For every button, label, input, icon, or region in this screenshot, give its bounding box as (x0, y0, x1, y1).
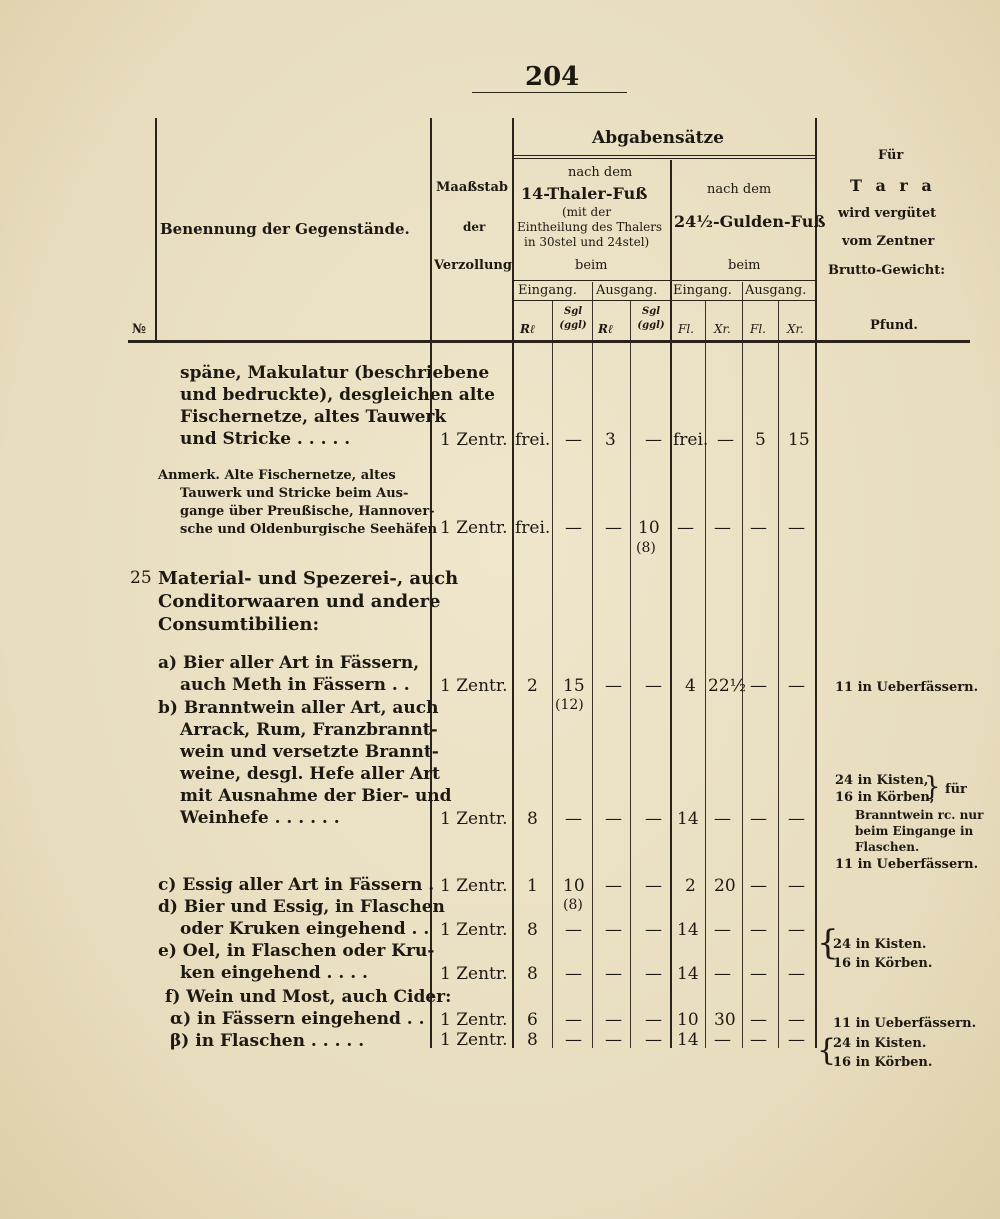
unit-fl-2: Fl. (750, 322, 766, 336)
gulden-eingang: Eingang. (673, 283, 732, 298)
row-b-ein-sg: — (565, 809, 582, 829)
row-alpha-measure: 1 Zentr. (440, 1010, 508, 1030)
row-b-brace: } (924, 772, 941, 802)
row2-ein-rt: frei. (515, 518, 551, 538)
row-alpha-g-aus-xr: — (788, 1010, 805, 1030)
row-alpha-g-ein-fl: 10 (677, 1010, 699, 1030)
row-beta-g-aus-xr: — (788, 1030, 805, 1050)
row-b-tara-ueberfaessern: 11 in Ueberfässern. (835, 857, 979, 872)
header-rule-abgaben-2 (512, 158, 815, 159)
row-d-tara-kisten: 24 in Kisten. (833, 937, 927, 952)
row-a-g-aus-xr: — (788, 676, 805, 696)
row1-ein-rt: frei. (515, 430, 551, 450)
thaler-fuss: 14-Thaler-Fuß (521, 184, 648, 203)
row-c-aus-rt: — (605, 876, 622, 896)
row-c-desc-line1: c) Essig aller Art in Fässern . (158, 875, 435, 895)
row1-desc-line1: späne, Makulatur (beschriebene (180, 363, 490, 383)
gulden-ausgang: Ausgang. (745, 283, 807, 298)
row-b-tara-fuer: für (945, 782, 967, 797)
row-b-desc-line5: mit Ausnahme der Bier- und (180, 786, 452, 806)
row-a-tara: 11 in Ueberfässern. (835, 680, 979, 695)
col-divider-sg2 (630, 300, 631, 1048)
row1-g-aus-xr: 15 (788, 430, 810, 450)
row-d-measure: 1 Zentr. (440, 920, 508, 940)
unit-sg-1: Sgl (ggl) (559, 306, 587, 331)
thaler-mit-der: (mit der (562, 205, 612, 219)
row-beta-aus-sg: — (645, 1030, 662, 1050)
row-b-measure: 1 Zentr. (440, 809, 508, 829)
row25-desc-line2: Conditorwaaren und andere (158, 591, 441, 612)
row-c-ein-rt: 1 (527, 876, 538, 896)
thaler-eintheilung: Eintheilung des Thalers (517, 220, 663, 234)
row-d-tara-brace: { (817, 923, 839, 963)
header-rule-units (512, 300, 815, 301)
row2-note-line3: gange über Preußische, Hannover- (180, 504, 435, 519)
tara-pfund: Pfund. (870, 318, 918, 333)
thaler-30stel: in 30stel und 24stel) (524, 235, 650, 249)
row-e-aus-sg: — (645, 964, 662, 984)
row2-g-ein-fl: — (677, 518, 694, 538)
page-number: 204 (525, 62, 580, 92)
row2-note-line4: sche und Oldenburgische Seehäfen (180, 522, 438, 537)
row-b-g-aus-xr: — (788, 809, 805, 829)
header-rule-abgaben (512, 155, 815, 156)
header-maassstab-der: der (463, 220, 486, 234)
row-beta-measure: 1 Zentr. (440, 1030, 508, 1050)
row-c-aus-sg: — (645, 876, 662, 896)
row-d-g-aus-xr: — (788, 920, 805, 940)
row-a-g-ein-fl: 4 (685, 676, 696, 696)
row-e-desc-line2: ken eingehend . . . . (180, 963, 368, 983)
row-b-ein-rt: 8 (527, 809, 538, 829)
header-abgabensaetze: Abgabensätze (592, 128, 724, 148)
row-d-ein-sg: — (565, 920, 582, 940)
row-alpha-desc: α) in Fässern eingehend . . (170, 1009, 425, 1029)
row-beta-aus-rt: — (605, 1030, 622, 1050)
gulden-fuss: 24½-Gulden-Fuß (674, 212, 826, 231)
row1-desc-line4: und Stricke . . . . . (180, 429, 351, 449)
row-alpha-ein-rt: 6 (527, 1010, 538, 1030)
thaler-ausgang: Ausgang. (596, 283, 658, 298)
row-e-measure: 1 Zentr. (440, 964, 508, 984)
row-b-aus-sg: — (645, 809, 662, 829)
col-divider-gulden-inner (742, 282, 743, 1048)
row-beta-ein-rt: 8 (527, 1030, 538, 1050)
thaler-beim: beim (575, 258, 608, 273)
col-divider-xr1 (705, 300, 706, 1048)
row-c-ein-sg: 10 (563, 876, 585, 896)
row-a-ein-sg-alt: (12) (555, 697, 584, 713)
header-rule-beim (512, 280, 815, 281)
row2-aus-sg-alt: (8) (636, 540, 656, 556)
unit-sg-2: Sgl (ggl) (637, 306, 665, 331)
row-d-aus-sg: — (645, 920, 662, 940)
row-beta-tara-koerben: 16 in Körben. (833, 1055, 933, 1070)
row-f-desc-line1: f) Wein und Most, auch Cider: (165, 987, 452, 1007)
thaler-nach-dem: nach dem (568, 165, 633, 180)
row-c-ein-sg-alt: (8) (563, 897, 583, 913)
row-alpha-g-ein-xr: 30 (714, 1010, 736, 1030)
table-left-border (155, 118, 157, 340)
row-a-g-aus-fl: — (750, 676, 767, 696)
row1-aus-sg: — (645, 430, 662, 450)
row-beta-desc: β) in Flaschen . . . . . (170, 1031, 365, 1051)
row-a-ein-sg: 15 (563, 676, 585, 696)
row1-measure: 1 Zentr. (440, 430, 508, 450)
header-bottom-rule (128, 340, 970, 343)
row-b-desc-line4: weine, desgl. Hefe aller Art (180, 764, 440, 784)
row-a-g-ein-xr: 22½ (708, 676, 747, 696)
gulden-nach-dem: nach dem (707, 182, 772, 197)
header-number: № (132, 322, 147, 337)
row1-g-aus-fl: 5 (755, 430, 766, 450)
row25-number: 25 (130, 568, 152, 588)
row-e-ein-rt: 8 (527, 964, 538, 984)
row2-g-aus-fl: — (750, 518, 767, 538)
col-divider-gulden (670, 160, 672, 1048)
row-b-g-ein-xr: — (714, 809, 731, 829)
row1-desc-line3: Fischernetze, altes Tauwerk (180, 407, 447, 427)
col-divider-measure (512, 118, 514, 1048)
col-divider-xr2 (778, 300, 779, 1048)
tara-fuer: Für (878, 148, 904, 163)
row-e-aus-rt: — (605, 964, 622, 984)
row-alpha-tara: 11 in Ueberfässern. (833, 1016, 977, 1031)
row-alpha-g-aus-fl: — (750, 1010, 767, 1030)
header-maassstab: Maaßstab (436, 180, 508, 195)
tara-brutto: Brutto-Gewicht: (828, 263, 946, 278)
row-d-g-aus-fl: — (750, 920, 767, 940)
unit-xr-2: Xr. (787, 322, 804, 336)
row-a-aus-sg: — (645, 676, 662, 696)
row-alpha-aus-rt: — (605, 1010, 622, 1030)
row-beta-ein-sg: — (565, 1030, 582, 1050)
row-alpha-aus-sg: — (645, 1010, 662, 1030)
row-d-aus-rt: — (605, 920, 622, 940)
row2-note-line2: Tauwerk und Stricke beim Aus- (180, 486, 409, 501)
page-number-rule (472, 92, 627, 93)
row-b-tara-koerben: 16 in Körben, (835, 790, 935, 805)
thaler-eingang: Eingang. (518, 283, 577, 298)
row2-note-line1: Anmerk. Alte Fischernetze, altes (158, 468, 396, 483)
row1-ein-sg: — (565, 430, 582, 450)
row1-g-ein-fl: frei. (673, 430, 709, 450)
row-beta-g-ein-fl: 14 (677, 1030, 699, 1050)
row2-aus-sg: 10 (638, 518, 660, 538)
row-d-g-ein-fl: 14 (677, 920, 699, 940)
row-e-g-ein-fl: 14 (677, 964, 699, 984)
header-benennung: Benennung der Gegenstände. (160, 220, 410, 238)
row-beta-tara-brace: { (817, 1033, 837, 1068)
row-c-g-ein-fl: 2 (685, 876, 696, 896)
row-d-tara-koerben: 16 in Körben. (833, 956, 933, 971)
row-beta-g-aus-fl: — (750, 1030, 767, 1050)
row-b-g-aus-fl: — (750, 809, 767, 829)
row1-desc-line2: und bedruckte), desgleichen alte (180, 385, 495, 405)
row-beta-g-ein-xr: — (714, 1030, 731, 1050)
row-b-tara-kisten: 24 in Kisten, (835, 773, 929, 788)
row25-desc-line3: Consumtibilien: (158, 614, 320, 635)
row-e-desc-line1: e) Oel, in Flaschen oder Kru- (158, 941, 435, 961)
row-b-tara-branntwein: Branntwein rc. nur (855, 808, 984, 822)
row-b-desc-line1: b) Branntwein aller Art, auch (158, 698, 439, 718)
unit-xr-1: Xr. (714, 322, 731, 336)
gulden-beim: beim (728, 258, 761, 273)
row2-aus-rt: — (605, 518, 622, 538)
row-a-desc-line2: auch Meth in Fässern . . (180, 675, 410, 695)
col-divider-tara (815, 118, 817, 1048)
row-c-measure: 1 Zentr. (440, 876, 508, 896)
row-a-ein-rt: 2 (527, 676, 538, 696)
unit-fl-1: Fl. (678, 322, 694, 336)
col-divider-thaler (592, 282, 593, 1048)
row-beta-tara-kisten: 24 in Kisten. (833, 1036, 927, 1051)
row2-measure: 1 Zentr. (440, 518, 508, 538)
row-c-g-aus-fl: — (750, 876, 767, 896)
row2-g-aus-xr: — (788, 518, 805, 538)
row1-g-ein-xr: — (717, 430, 734, 450)
header-verzollung: Verzollung (434, 258, 512, 273)
unit-rt-1: Rℓ (520, 322, 536, 336)
tara-title: T a r a (850, 176, 936, 195)
row-b-tara-flaschen: Flaschen. (855, 840, 920, 854)
row25-desc-line1: Material- und Spezerei-, auch (158, 568, 459, 589)
row-alpha-ein-sg: — (565, 1010, 582, 1030)
row-e-g-aus-xr: — (788, 964, 805, 984)
row-a-measure: 1 Zentr. (440, 676, 508, 696)
row2-g-ein-xr: — (714, 518, 731, 538)
row1-aus-rt: 3 (605, 430, 616, 450)
tara-zentner: vom Zentner (842, 234, 935, 249)
row-d-g-ein-xr: — (714, 920, 731, 940)
row-d-desc-line1: d) Bier und Essig, in Flaschen (158, 897, 445, 917)
row-b-desc-line2: Arrack, Rum, Franzbrannt- (180, 720, 438, 740)
row-c-g-ein-xr: 20 (714, 876, 736, 896)
row-c-g-aus-xr: — (788, 876, 805, 896)
col-divider-sg1 (552, 300, 553, 1048)
row-a-desc-line1: a) Bier aller Art in Fässern, (158, 653, 420, 673)
row-e-g-aus-fl: — (750, 964, 767, 984)
row-b-desc-line3: wein und versetzte Brannt- (180, 742, 439, 762)
unit-rt-2: Rℓ (598, 322, 614, 336)
row-b-desc-line6: Weinhefe . . . . . . (180, 808, 340, 828)
row-d-desc-line2: oder Kruken eingehend . . (180, 919, 430, 939)
row-b-aus-rt: — (605, 809, 622, 829)
row-d-ein-rt: 8 (527, 920, 538, 940)
row-b-g-ein-fl: 14 (677, 809, 699, 829)
row2-ein-sg: — (565, 518, 582, 538)
tara-vergutet: wird vergütet (838, 206, 937, 221)
row-b-tara-eingange: beim Eingange in (855, 824, 974, 838)
row-e-ein-sg: — (565, 964, 582, 984)
row-a-aus-rt: — (605, 676, 622, 696)
row-e-g-ein-xr: — (714, 964, 731, 984)
